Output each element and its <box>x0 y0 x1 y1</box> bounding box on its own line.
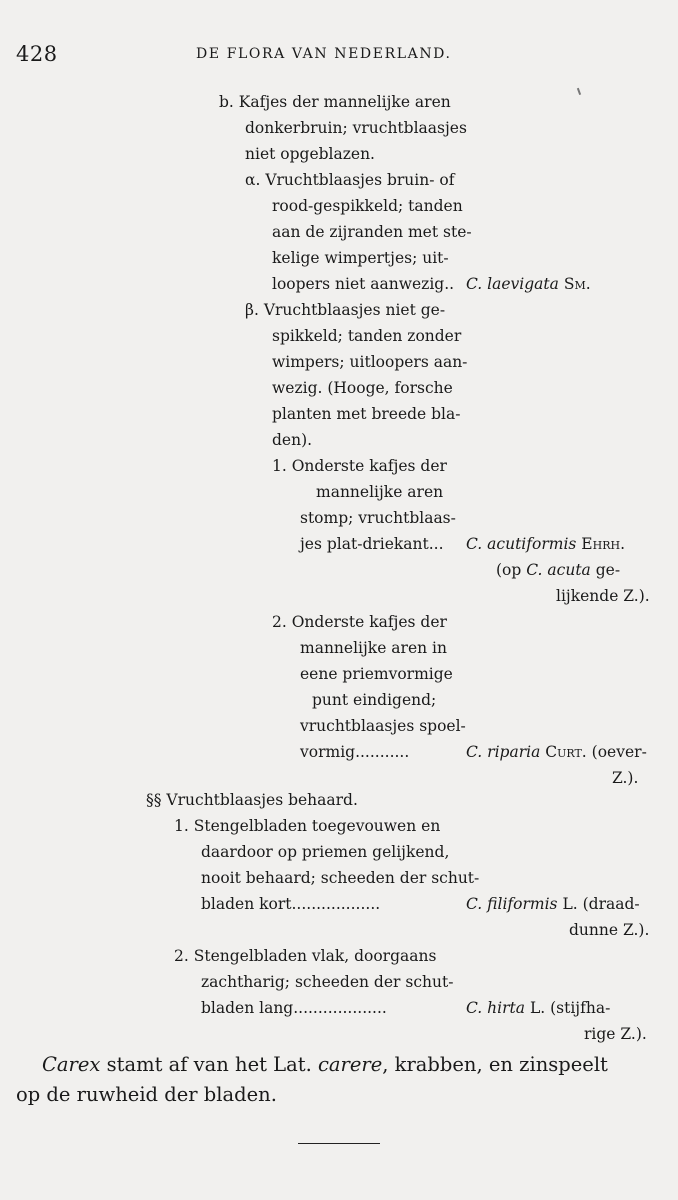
species-note: (stijfha- <box>550 999 611 1017</box>
species-acutiformis <box>466 533 625 555</box>
key-alpha-line-3: aan de zijranden met ste- <box>272 223 472 241</box>
key-ss1-line-2: daardoor op priemen gelijkend, <box>201 843 450 861</box>
closing-line-1 <box>42 1050 608 1080</box>
species-genus: C. <box>466 535 483 553</box>
key-beta-line-6: den). <box>272 431 313 449</box>
species-genus: C. <box>466 895 483 913</box>
running-title: DE FLORA VAN NEDERLAND. <box>196 46 452 62</box>
key-ss1-line-1: 1. Stengelbladen toegevouwen en <box>174 817 441 835</box>
species-epithet: filiformis <box>487 895 558 913</box>
key-beta1-line-4: jes plat-driekant... <box>300 535 444 553</box>
closing-line-2: op de ruwheid der bladen. <box>16 1083 277 1106</box>
key-beta2-line-4: punt eindigend; <box>312 691 437 709</box>
key-beta2-line-6: vormig........... <box>300 743 410 761</box>
closing-text-1: stamt af van het Lat. <box>100 1053 318 1076</box>
key-b-line-3: niet opgeblazen. <box>245 145 375 163</box>
key-b-line-1: b. Kafjes der mannelijke aren <box>219 93 451 111</box>
species-genus: C. <box>466 275 483 293</box>
species-note: (oever- <box>591 743 647 761</box>
species-author: Sm. <box>563 275 591 293</box>
key-beta-line-2: spikkeld; tanden zonder <box>272 327 462 345</box>
page-number: 428 <box>16 42 58 66</box>
key-beta-line-4: wezig. (Hooge, forsche <box>272 379 453 397</box>
closing-latin: carere <box>317 1053 383 1076</box>
key-ss2-line-3: bladen lang................... <box>201 999 387 1017</box>
species-filiformis <box>466 893 640 915</box>
species-epithet: riparia <box>487 743 541 761</box>
key-alpha-line-2: rood-gespikkeld; tanden <box>272 197 463 215</box>
species-author: Curt. <box>545 743 587 761</box>
key-beta1-line-2: mannelijke aren <box>316 483 444 501</box>
key-ss2-line-1: 2. Stengelbladen vlak, doorgaans <box>174 947 437 965</box>
species-epithet: hirta <box>487 999 525 1017</box>
species-note: (draad- <box>582 895 640 913</box>
key-ss1-line-4: bladen kort.................. <box>201 895 381 913</box>
key-alpha-line-1: α. Vruchtblaasjes bruin- of <box>245 171 455 189</box>
note-text-end: ge- <box>595 561 621 579</box>
key-ss1-line-3: nooit behaard; scheeden der schut- <box>201 869 480 887</box>
species-riparia <box>466 741 647 763</box>
print-speck <box>577 88 581 95</box>
key-alpha-line-4: kelige wimpertjes; uit- <box>272 249 449 267</box>
species-epithet: laevigata <box>487 275 559 293</box>
species-epithet: acutiformis <box>487 535 577 553</box>
species-author: Ehrh. <box>581 535 626 553</box>
section-rule <box>298 1143 380 1144</box>
species-genus: C. <box>466 999 483 1017</box>
species-acutiformis-note-1 <box>496 559 620 581</box>
key-beta-line-1: β. Vruchtblaasjes niet ge- <box>245 301 446 319</box>
key-beta1-line-3: stomp; vruchtblaas- <box>300 509 456 527</box>
species-author: L. <box>562 895 578 913</box>
key-b-line-2: donkerbruin; vruchtblaasjes <box>245 119 467 137</box>
species-author: L. <box>529 999 546 1017</box>
key-beta-line-3: wimpers; uitloopers aan- <box>272 353 468 371</box>
species-hirta-note-2: rige Z.). <box>584 1025 647 1043</box>
note-text: (op <box>496 561 522 579</box>
key-beta-line-5: planten met breede bla- <box>272 405 461 423</box>
closing-genus: Carex <box>42 1053 101 1076</box>
closing-text-2: , krabben, en zinspeelt <box>382 1053 608 1076</box>
section-heading: §§ Vruchtblaasjes behaard. <box>146 791 358 809</box>
species-laevigata <box>466 273 591 295</box>
key-beta2-line-3: eene priemvormige <box>300 665 453 683</box>
key-alpha-line-5: loopers niet aanwezig.. <box>272 275 455 293</box>
key-ss2-line-2: zachtharig; scheeden der schut- <box>201 973 454 991</box>
species-genus: C. <box>466 743 483 761</box>
species-acutiformis-note-2: lijkende Z.). <box>556 587 650 605</box>
species-hirta <box>466 997 610 1019</box>
species-filiformis-note-2: dunne Z.). <box>569 921 650 939</box>
species-riparia-note-2: Z.). <box>612 769 639 787</box>
key-beta2-line-1: 2. Onderste kafjes der <box>272 613 447 631</box>
key-beta2-line-2: mannelijke aren in <box>300 639 447 657</box>
note-italic: C. acuta <box>526 561 591 579</box>
key-beta2-line-5: vruchtblaasjes spoel- <box>300 717 466 735</box>
key-beta1-line-1: 1. Onderste kafjes der <box>272 457 447 475</box>
